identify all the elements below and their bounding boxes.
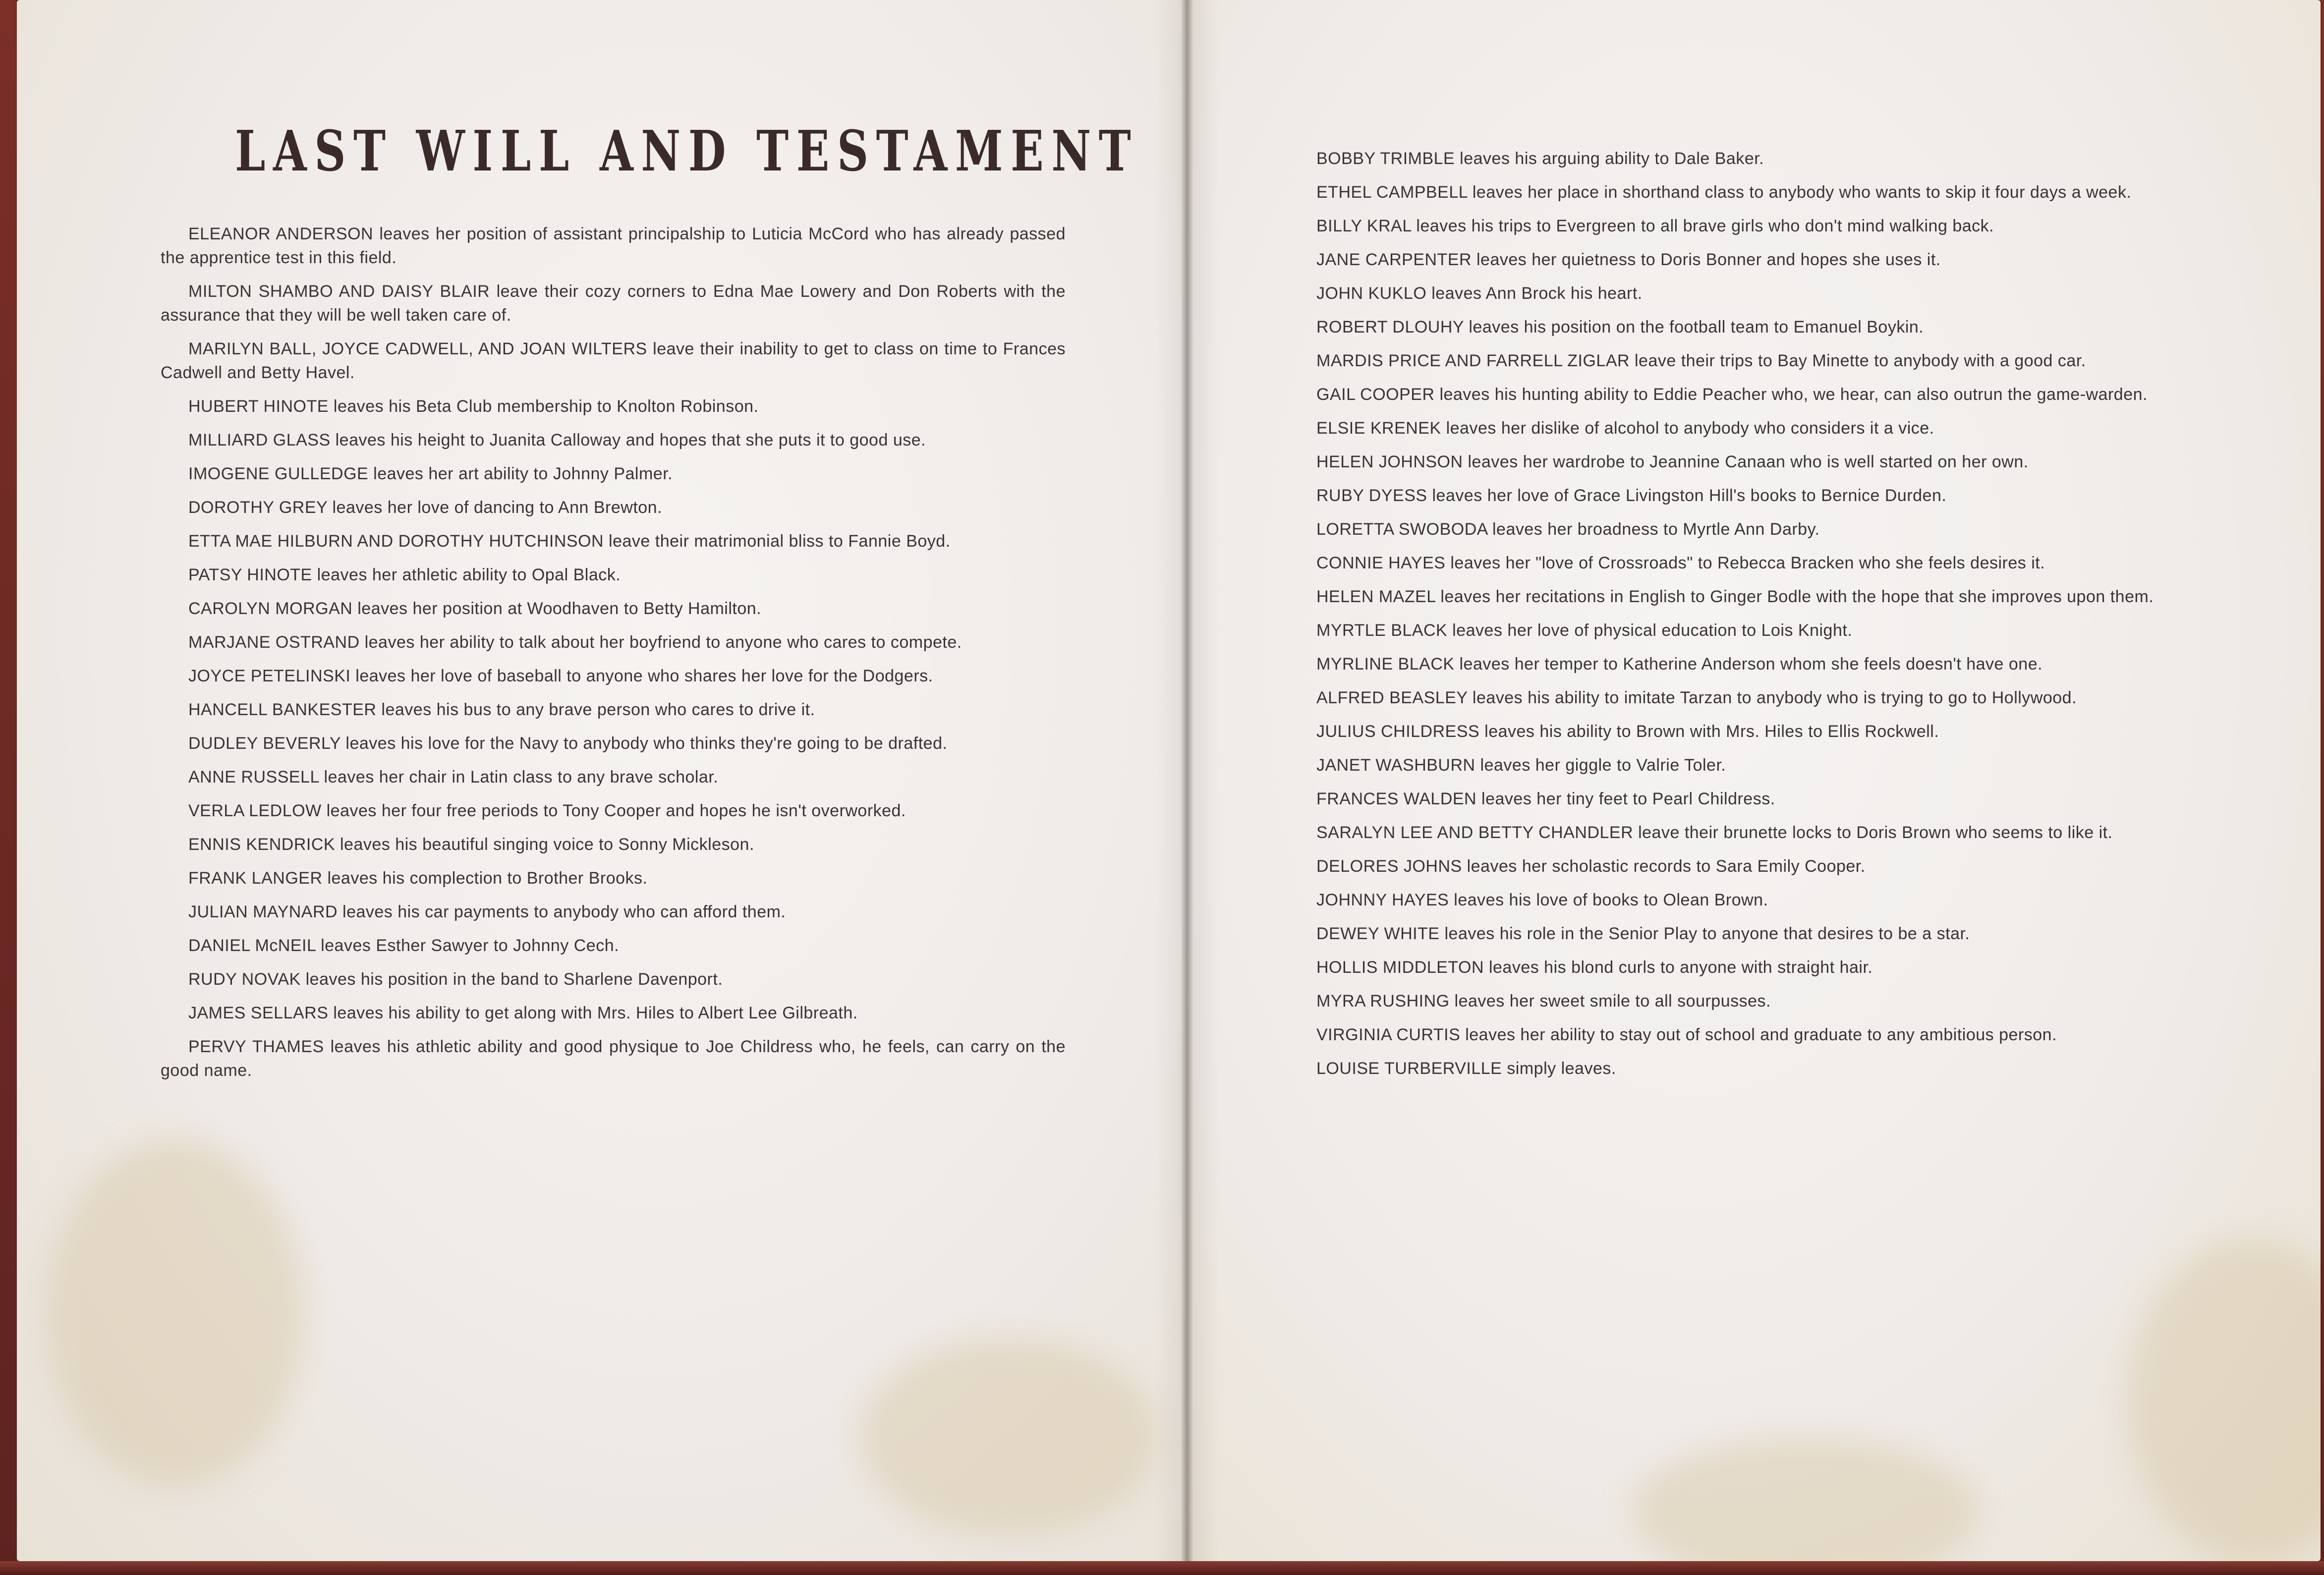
will-entry: HUBERT HINOTE leaves his Beta Club membership to Knolton Robinson.	[188, 397, 759, 416]
will-entry: ALFRED BEASLEY leaves his ability to imitate Tarzan to anybody who is trying to go to Hollywood.	[1316, 688, 2077, 707]
will-entry: ANNE RUSSELL leaves her chair in Latin class to any brave scholar.	[188, 768, 719, 787]
will-entry: HOLLIS MIDDLETON leaves his blond curls to anyone with straight hair.	[1316, 958, 1873, 977]
will-entry: MILLIARD GLASS leaves his height to Juanita Calloway and hopes that she puts it to good use.	[188, 431, 926, 450]
will-entry: PATSY HINOTE leaves her athletic ability to Opal Black.	[188, 565, 621, 584]
will-entry: MARILYN BALL, JOYCE CADWELL, AND JOAN WILTERS leave their inability to get to class on time to Frances Cadwell and Betty Havel.	[161, 339, 1066, 382]
will-entry: DELORES JOHNS leaves her scholastic records to Sara Emily Cooper.	[1316, 857, 1866, 876]
paper-stain	[859, 1338, 1157, 1536]
paper-stain	[1632, 1437, 1979, 1561]
will-entry: CONNIE HAYES leaves her "love of Crossroads" to Rebecca Bracken who she feels desires it.	[1316, 554, 2045, 572]
right-page	[1186, 0, 2321, 1561]
will-entry: ETTA MAE HILBURN AND DOROTHY HUTCHINSON leave their matrimonial bliss to Fannie Boyd.	[188, 532, 951, 551]
will-entry: JOHN KUKLO leaves Ann Brock his heart.	[1316, 284, 1643, 303]
will-entry: JOYCE PETELINSKI leaves her love of baseball to anyone who shares her love for the Dodgers.	[188, 667, 933, 685]
will-entry: RUDY NOVAK leaves his position in the band to Sharlene Davenport.	[188, 970, 723, 989]
will-entry: JAMES SELLARS leaves his ability to get along with Mrs. Hiles to Albert Lee Gilbreath.	[188, 1004, 858, 1022]
will-entry: BOBBY TRIMBLE leaves his arguing ability to Dale Baker.	[1316, 149, 1764, 168]
left-page	[17, 0, 1186, 1561]
will-entry: MYRA RUSHING leaves her sweet smile to all sourpusses.	[1316, 992, 1771, 1011]
will-entry: IMOGENE GULLEDGE leaves her art ability to Johnny Palmer.	[188, 464, 673, 483]
will-entry: FRANCES WALDEN leaves her tiny feet to Pearl Childress.	[1316, 789, 1775, 808]
paper-stain	[47, 1140, 304, 1487]
will-entry: ELEANOR ANDERSON leaves her position of assistant principalship to Luticia McCord who has already passed the apprentice test in this field.	[161, 225, 1066, 267]
will-entry: DUDLEY BEVERLY leaves his love for the Navy to anybody who thinks they're going to be drafted.	[188, 734, 948, 753]
will-entry: RUBY DYESS leaves her love of Grace Livingston Hill's books to Bernice Durden.	[1316, 486, 1947, 505]
left-column	[161, 222, 1066, 1092]
will-entry: GAIL COOPER leaves his hunting ability to Eddie Peacher who, we hear, can also outrun the game-warden.	[1316, 385, 2148, 404]
will-entry: FRANK LANGER leaves his complection to Brother Brooks.	[188, 869, 648, 888]
cover-bottom-edge	[0, 1561, 2324, 1575]
will-entry: JULIAN MAYNARD leaves his car payments to anybody who can afford them.	[188, 902, 786, 921]
will-entry: HANCELL BANKESTER leaves his bus to any brave person who cares to drive it.	[188, 700, 815, 719]
will-entry: VERLA LEDLOW leaves her four free periods to Tony Cooper and hopes he isn't overworked.	[188, 801, 906, 820]
will-entry: HELEN MAZEL leaves her recitations in English to Ginger Bodle with the hope that she improves upon them.	[1316, 587, 2154, 606]
will-entry: ENNIS KENDRICK leaves his beautiful singing voice to Sonny Mickleson.	[188, 835, 754, 854]
will-entry: SARALYN LEE AND BETTY CHANDLER leave their brunette locks to Doris Brown who seems to like it.	[1316, 823, 2113, 842]
will-entry: LOUISE TURBERVILLE simply leaves.	[1316, 1059, 1616, 1078]
will-entry: VIRGINIA CURTIS leaves her ability to stay out of school and graduate to any ambitious person.	[1316, 1025, 2057, 1044]
will-entry: PERVY THAMES leaves his athletic ability and good physique to Joe Childress who, he feels, can carry on the good name.	[161, 1037, 1066, 1080]
will-entry: JOHNNY HAYES leaves his love of books to Olean Brown.	[1316, 891, 1768, 909]
will-entry: DOROTHY GREY leaves her love of dancing to Ann Brewton.	[188, 498, 663, 517]
will-entry: JANE CARPENTER leaves her quietness to Doris Bonner and hopes she uses it.	[1316, 250, 1941, 269]
will-entry: JANET WASHBURN leaves her giggle to Valrie Toler.	[1316, 756, 1726, 775]
will-entry: BILLY KRAL leaves his trips to Evergreen to all brave girls who don't mind walking back.	[1316, 217, 1994, 235]
will-entry: ELSIE KRENEK leaves her dislike of alcohol to anybody who considers it a vice.	[1316, 419, 1934, 438]
will-entry: LORETTA SWOBODA leaves her broadness to Myrtle Ann Darby.	[1316, 520, 1820, 539]
will-entry: JULIUS CHILDRESS leaves his ability to Brown with Mrs. Hiles to Ellis Rockwell.	[1316, 722, 1939, 741]
will-entry: MYRLINE BLACK leaves her temper to Katherine Anderson whom she feels doesn't have one.	[1316, 655, 2043, 674]
will-entry: MYRTLE BLACK leaves her love of physical education to Lois Knight.	[1316, 621, 1853, 640]
will-entry: MARJANE OSTRAND leaves her ability to talk about her boyfriend to anyone who cares to compete.	[188, 633, 962, 652]
will-entry: ETHEL CAMPBELL leaves her place in shorthand class to anybody who wants to skip it four days a week.	[1316, 183, 2132, 202]
will-entry: HELEN JOHNSON leaves her wardrobe to Jeannine Canaan who is well started on her own.	[1316, 452, 2029, 471]
paper-stain	[2127, 1239, 2321, 1561]
will-entry: MILTON SHAMBO AND DAISY BLAIR leave their cozy corners to Edna Mae Lowery and Don Roberts with the assurance that they will be well taken care of.	[161, 282, 1066, 325]
will-entry: MARDIS PRICE AND FARRELL ZIGLAR leave their trips to Bay Minette to anybody with a good car.	[1316, 351, 2086, 370]
right-column	[1289, 147, 2196, 1090]
will-entry: CAROLYN MORGAN leaves her position at Woodhaven to Betty Hamilton.	[188, 599, 762, 618]
will-entry: DANIEL McNEIL leaves Esther Sawyer to Johnny Cech.	[188, 936, 620, 955]
will-entry: ROBERT DLOUHY leaves his position on the football team to Emanuel Boykin.	[1316, 318, 1924, 337]
page-title: LAST WILL AND TESTAMENT	[235, 119, 1139, 184]
will-entry: DEWEY WHITE leaves his role in the Senior Play to anyone that desires to be a star.	[1316, 924, 1970, 943]
